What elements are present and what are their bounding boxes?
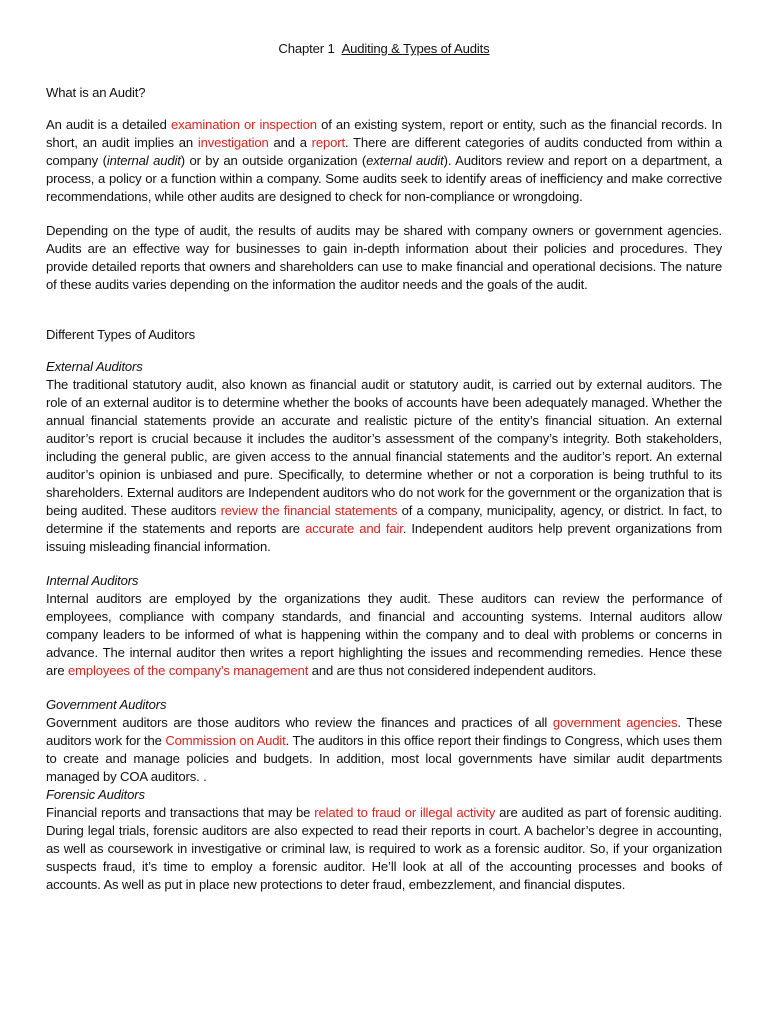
paragraph-external-auditors: The traditional statutory audit, also known as financial audit or statutory audit, is carried out by external auditors. The role of an external auditor is to determine whether the books of accounts have been adequately managed. Whether the annual financial statements provide an accurate and realistic picture of the entity’s financial situation. An external auditor’s report is crucial because it includes the auditor’s assessment of the company’s integrity. Both stakeholders, including the general public, are given access to the annual financial statements and the auditor’s report. An external auditor’s opinion is unbiased and pure. Specifically, to determine whether or not a corporation is being truthful to its shareholders. External auditors are Independent auditors who do not work for the government or the organization that is being audited. These auditors review the financial statements of a company, municipality, agency, or district. In fact, to determine if the statements and reports are accurate and fair. Independent auditors help prevent organizations from issuing misleading financial information. xyxy=(46,377,723,554)
highlight-text: accurate and fair xyxy=(305,521,403,536)
document-page xyxy=(46,40,722,894)
highlight-text: investigation xyxy=(197,135,269,150)
italic-term: external audit xyxy=(366,153,444,168)
highlight-text: examination or inspection xyxy=(170,117,317,132)
highlight-text: related to fraud or illegal activity xyxy=(314,805,496,820)
highlight-text: report xyxy=(311,135,345,150)
paragraph-audit-definition: An audit is a detailed examination or inspection of an existing system, report or entity, such as the financial records. In short, an audit implies an investigation and a report. There are different categories of audits conducted from within a company (internal audit) or by an outside organization (external audit). Auditors review and report on a department, a process, a policy or a function within a company. Some audits seek to identify areas of inefficiency and make corrective recommendations, while other audits are designed to check for non-compliance or wrongdoing. xyxy=(46,117,722,204)
highlight-text: employees of the company’s management xyxy=(67,663,309,678)
section-heading-types-of-auditors: Different Types of Auditors xyxy=(46,327,196,342)
paragraph-audit-results: Depending on the type of audit, the results of audits may be shared with company owners or government agencies. Audits are an effective way for businesses to gain in-depth information about their policies and procedures. They provide detailed reports that owners and shareholders can use to make financial and operational decisions. The nature of these audits varies depending on the information the auditor needs and the goals of the audit. xyxy=(46,223,722,292)
subhead-external-auditors: External Auditors xyxy=(46,359,143,374)
chapter-number: Chapter 1 xyxy=(278,41,335,56)
chapter-title xyxy=(46,40,722,58)
paragraph-internal-auditors: Internal auditors are employed by the organizations they audit. These auditors can review the performance of employees, compliance with company standards, and financial and accounting systems. Internal auditors allow company leaders to be informed of what is happening within the company and to deal with problems or concerns in advance. The internal auditor then writes a report highlighting the issues and recommending remedies. Hence these are employees of the company’s management and are thus not considered independent auditors. xyxy=(46,591,722,678)
paragraph-forensic-auditors: Financial reports and transactions that may be related to fraud or illegal activity are audited as part of forensic auditing. During legal trials, forensic auditors are also expected to read their reports in court. A bachelor’s degree in accounting, as well as coursework in investigative or criminal law, is required to work as a forensic auditor. So, if your organization suspects fraud, it’s time to employ a forensic auditor. He’ll look at all of the accounting processes and books of accounts. As well as put in place new protections to deter fraud, embezzlement, and financial disputes. xyxy=(46,805,723,892)
paragraph-government-auditors: Government auditors are those auditors who review the finances and practices of all government agencies. These auditors work for the Commission on Audit. The auditors in this office report their findings to Congress, which uses them to create and manage policies and budgets. In addition, most local governments have similar audit departments managed by COA auditors. . xyxy=(46,715,722,784)
section-heading-what-is-audit: What is an Audit? xyxy=(46,85,146,100)
italic-term: internal audit xyxy=(106,153,181,168)
subhead-forensic-auditors: Forensic Auditors xyxy=(46,787,145,802)
chapter-topic: Auditing & Types of Audits xyxy=(341,41,490,56)
subhead-internal-auditors: Internal Auditors xyxy=(46,573,139,588)
highlight-text: Commission on Audit xyxy=(165,733,286,748)
subhead-government-auditors: Government Auditors xyxy=(46,697,167,712)
highlight-text: government agencies xyxy=(552,715,678,730)
highlight-text: review the financial statements xyxy=(220,503,398,518)
